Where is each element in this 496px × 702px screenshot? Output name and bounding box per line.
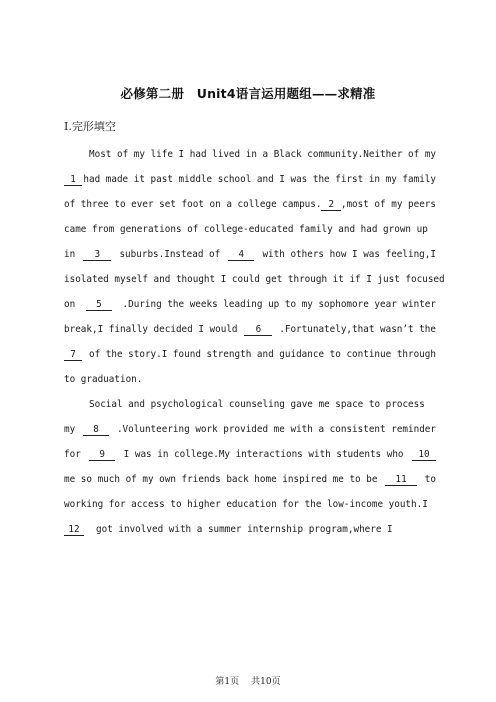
text-segment: Social and psychological counseling gave me space to process <box>89 399 425 410</box>
text-segment: with others how I was feeling,I <box>262 249 436 260</box>
blank-8: 8 <box>83 424 109 436</box>
cloze-passage <box>64 147 445 547</box>
blank-3: 3 <box>83 249 111 261</box>
text-segment: ,most of my peers <box>340 199 436 210</box>
text-segment: in <box>64 249 76 260</box>
blank-9: 9 <box>89 449 115 461</box>
blank-11: 11 <box>385 474 417 486</box>
text-segment: of the story.I found strength and guidance to continue through <box>88 349 436 360</box>
text-line <box>64 172 436 197</box>
text-line <box>64 322 436 347</box>
text-line <box>64 272 445 297</box>
text-line <box>64 447 436 472</box>
text-segment: on <box>64 299 76 310</box>
text-segment: I was in college.My interactions with students who <box>123 449 404 460</box>
blank-4: 4 <box>228 249 254 261</box>
text-line <box>64 347 436 372</box>
blank-5: 5 <box>86 299 112 311</box>
text-segment: me so much of my own friends back home inspired me to be <box>64 474 378 485</box>
text-segment: my <box>64 424 76 435</box>
text-line <box>64 422 436 447</box>
text-segment: to <box>424 474 436 485</box>
text-line <box>64 222 436 247</box>
text-segment: Most of my life I had lived in a Black community.Neither of my <box>89 149 437 160</box>
blank-7: 7 <box>64 349 82 361</box>
text-line <box>64 397 436 422</box>
blank-1: 1 <box>64 174 82 186</box>
text-segment: got involved with a summer internship program,where I <box>96 524 393 535</box>
text-segment: isolated myself and thought I could get through it if I just focused <box>64 274 445 285</box>
text-segment: to graduation. <box>64 374 143 385</box>
text-line <box>64 372 436 397</box>
text-segment: .During the weeks leading up to my sophomore year winter <box>122 299 436 310</box>
text-segment: working for access to higher education for the low-income youth.I <box>64 499 428 510</box>
blank-12: 12 <box>64 524 84 536</box>
page-title: 必修第二册 Unit4语言运用题组——求精准 <box>120 86 376 101</box>
text-line <box>64 472 436 497</box>
blank-2: 2 <box>321 199 340 211</box>
text-segment: came from generations of college-educated family and had grown up <box>64 224 428 235</box>
page-footer <box>0 674 496 687</box>
text-line <box>64 297 436 322</box>
page-number: 第1页 <box>215 677 240 687</box>
text-line <box>64 522 436 547</box>
text-segment: break,I finally decided I would <box>64 324 238 335</box>
text-segment: .Volunteering work provided me with a consistent reminder <box>116 424 436 435</box>
blank-6: 6 <box>244 324 272 336</box>
text-segment: had made it past middle school and I was the first in my family <box>83 174 436 185</box>
section-heading: Ⅰ.完形填空 <box>64 120 116 133</box>
page-total: 共10页 <box>251 677 281 687</box>
text-segment: of three to ever set foot on a college campus. <box>64 199 322 210</box>
text-line <box>64 147 436 172</box>
text-segment: for <box>64 449 81 460</box>
text-line <box>64 247 436 272</box>
blank-10: 10 <box>412 449 436 461</box>
text-segment: .Fortunately,that wasn’t the <box>279 324 436 335</box>
text-line <box>64 197 436 222</box>
text-line <box>64 497 436 522</box>
text-segment: suburbs.Instead of <box>119 249 221 260</box>
